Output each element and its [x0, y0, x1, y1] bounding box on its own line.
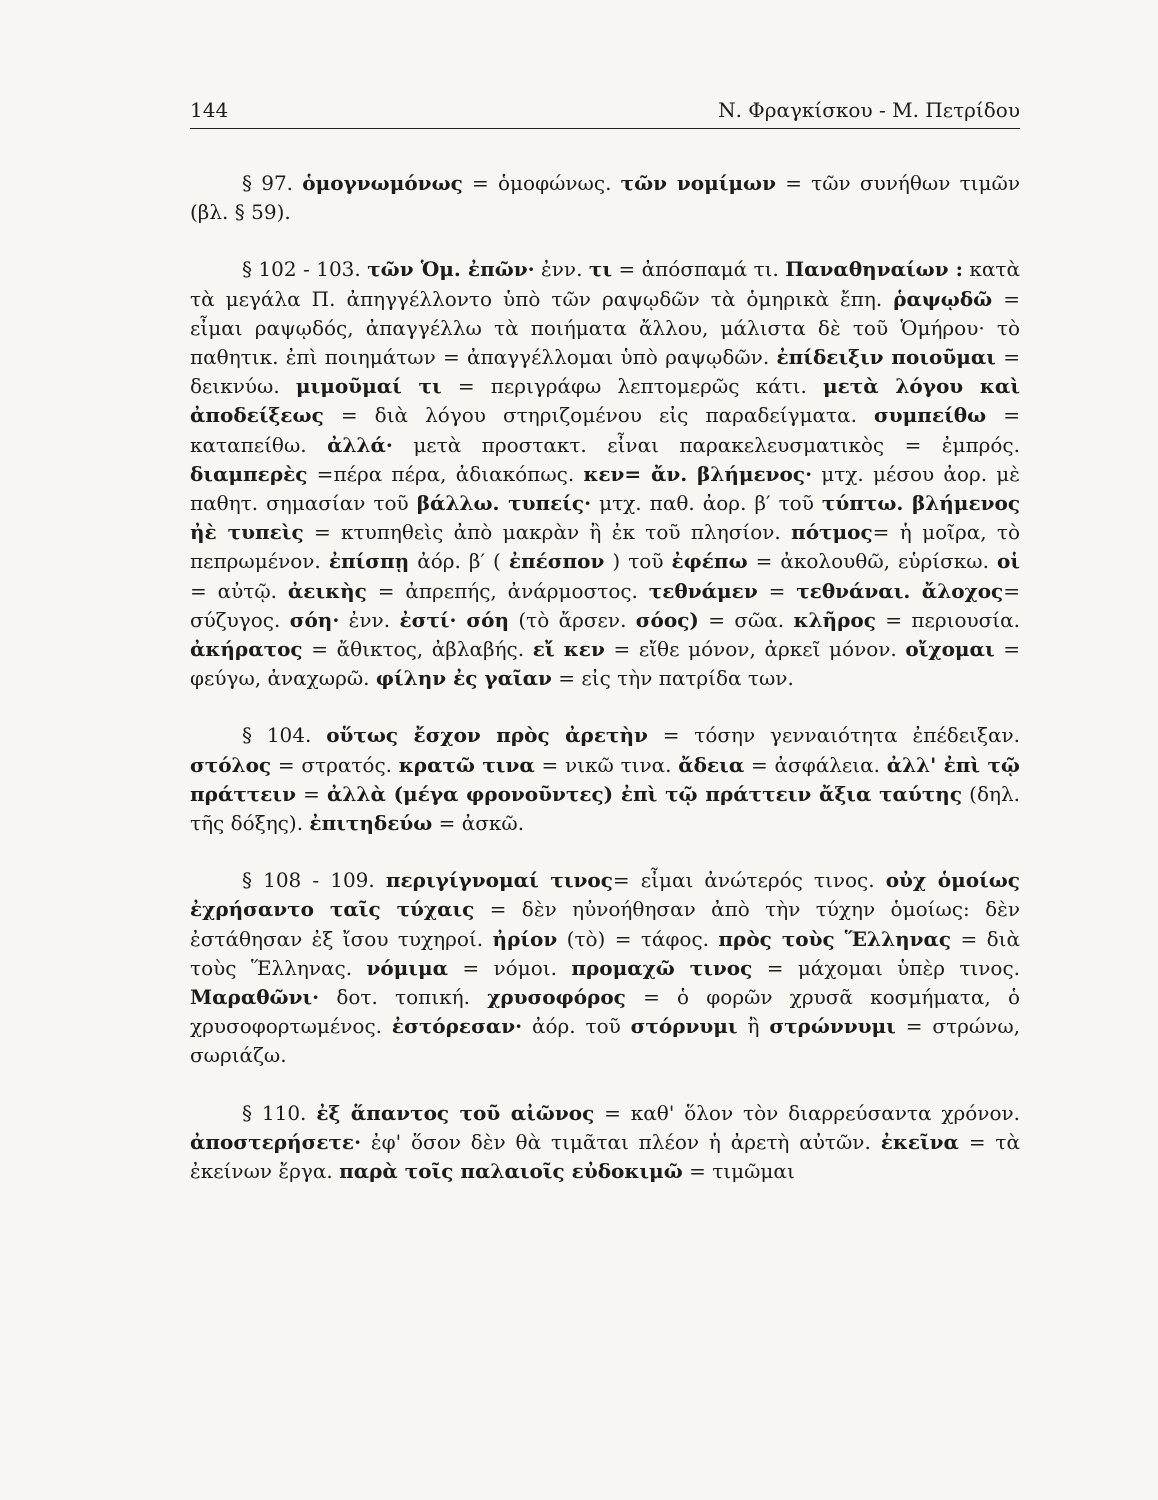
lemma: ὁμογνωμόνως — [302, 171, 463, 195]
gloss-text: (δηλ. τῆς δόξης). — [190, 781, 1020, 836]
gloss-text: § 104. — [242, 723, 327, 748]
gloss-text: = νικῶ τινα. — [534, 752, 679, 777]
gloss-text: = στρατός. — [271, 752, 399, 777]
lemma: ἐστόρεσαν· — [391, 1014, 523, 1039]
lemma: ἐξ ἅπαντος τοῦ αἰῶνος — [316, 1100, 595, 1125]
lemma: στρώννυμι — [769, 1014, 896, 1039]
lemma: οἱ — [996, 549, 1021, 574]
gloss-text: = εἴθε μόνον, ἀρκεῖ μόνον. — [604, 637, 906, 662]
gloss-text: § 110. — [242, 1100, 317, 1125]
gloss-text: (τὸ) = τάφος. — [557, 926, 719, 951]
lemma: ἐπίδειξιν ποιοῦμαι — [776, 345, 996, 370]
gloss-text: (τὸ ἄρσεν. — [509, 607, 636, 632]
gloss-text: = ἀπόσπαμά τι. — [612, 257, 786, 282]
paragraph — [190, 169, 1020, 227]
gloss-text: μτχ. παθ. ἀορ. β′ τοῦ — [591, 491, 822, 516]
lemma: κρατῶ τινα — [398, 752, 535, 777]
lemma: οὐχ ὁμοίως ἐχρήσαντο ταῖς τύχαις — [190, 868, 1020, 922]
lemma: ἀλλὰ (μέγα φρονοῦντες) ἐπὶ τῷ πράττειν ἄξια ταύτης — [327, 781, 962, 806]
gloss-text: δοτ. τοπική. — [319, 985, 488, 1010]
lemma: παρὰ τοῖς παλαιοῖς εὐδοκιμῶ — [339, 1159, 683, 1184]
gloss-text: = περιγράφω λεπτομερῶς κάτι. — [441, 374, 823, 399]
gloss-text: μετὰ προστακτ. εἶναι παρακελευσματικὸς = ἐμπρός. — [392, 432, 1020, 457]
running-title: Ν. Φραγκίσκου - Μ. Πετρίδου — [718, 98, 1020, 122]
paragraph — [190, 866, 1020, 1070]
gloss-text: = ὁ φορῶν χρυσᾶ κοσμήματα, ὁ χρυσοφορτωμένος. — [190, 985, 1020, 1039]
gloss-text: = περιουσία. — [875, 607, 1021, 632]
gloss-text: ἐνν. — [339, 607, 400, 632]
paragraph — [190, 721, 1020, 838]
lemma: ἐκεῖνα — [880, 1129, 959, 1154]
gloss-text: = τὰ ἐκείνων ἔργα. — [190, 1129, 1021, 1184]
gloss-text: = κτυπηθεὶς ἀπὸ μακρὰν ἢ ἐκ τοῦ πλησίον. — [303, 520, 792, 545]
gloss-text: = ἄθικτος, ἀβλαβής. — [302, 637, 533, 662]
lemma: ἀλλά· — [327, 432, 393, 457]
lemma: ἀλλ' ἐπὶ τῷ πράττειν — [190, 752, 1020, 806]
gloss-text: = σῶα. — [698, 607, 794, 632]
gloss-text: = διὰ τοὺς Ἕλληνας. — [190, 926, 1020, 980]
gloss-text: § 108 - 109. — [242, 868, 386, 893]
paragraph — [190, 255, 1020, 693]
gloss-text: = εἰς τὴν πατρίδα των. — [551, 666, 794, 691]
lemma: προμαχῶ τινος — [571, 955, 753, 980]
gloss-text: = καθ' ὅλον τὸν διαρρεύσαντα χρόνον. — [594, 1100, 1020, 1125]
page-number: 144 — [190, 98, 229, 122]
lemma: κεν= ἄν. βλήμενος· — [583, 461, 813, 486]
gloss-text: = ἀκολουθῶ, εὑρίσκω. — [747, 549, 997, 574]
lemma: χρυσοφόρος — [487, 985, 626, 1010]
lemma: τι — [588, 257, 613, 282]
page-header — [190, 98, 1020, 129]
gloss-text: = εἶμαι ραψῳδός, ἀπαγγέλλω τὰ ποιήματα ἄλλου, μάλιστα δὲ τοῦ Ὁμήρου· τὸ παθητικ. ἐπὶ ποιημάτων = ἀπαγγέλλομαι ὑπὸ ραψῳδῶν. — [190, 286, 1020, 370]
lemma: τῶν νομίμων — [620, 171, 776, 195]
lemma: ἐπίσπῃ — [328, 549, 410, 574]
gloss-text: = ἀπρεπής, ἀνάρμοστος. — [366, 578, 649, 603]
gloss-text: = τῶν συνήθων τιμῶν (βλ. § 59). — [190, 171, 1020, 225]
gloss-text: = δεικνύω. — [190, 345, 1021, 399]
gloss-text: = δὲν ηὐνοήθησαν ἀπὸ τὴν τύχην ὁμοίως: δὲν ἐστάθησαν ἐξ ἴσου τυχηροί. — [190, 897, 1020, 951]
paragraph — [190, 1099, 1020, 1187]
gloss-text: =πέρα πέρα, ἀδιακόπως. — [307, 461, 584, 486]
lemma: διαμπερὲς — [190, 461, 308, 486]
lemma: ῥαψῳδῶ — [893, 286, 993, 311]
lemma: σόος) — [635, 607, 699, 632]
lemma: ἐπέσπον — [508, 549, 605, 574]
lemma: στόρνυμι — [630, 1014, 738, 1039]
gloss-text: = νόμοι. — [448, 955, 572, 980]
gloss-text: μτχ. μέσου ἀορ. μὲ παθητ. σημασίαν τοῦ — [190, 461, 1021, 516]
lemma: σόη· — [289, 607, 340, 632]
gloss-text: § 102 - 103. — [242, 257, 368, 282]
lemma: ἠρίον — [492, 926, 558, 951]
lemma: τῶν Ὁμ. ἐπῶν· — [367, 257, 535, 282]
gloss-text: = φεύγω, ἀναχωρῶ. — [190, 637, 1021, 691]
gloss-text: ἀόρ. τοῦ — [522, 1014, 631, 1039]
lemma: στόλος — [190, 752, 272, 777]
gloss-text: = ἀσκῶ. — [432, 811, 525, 836]
gloss-text: = αὐτῷ. — [190, 578, 288, 603]
lemma: βάλλω. τυπείς· — [416, 491, 592, 516]
document-page — [190, 98, 1020, 1478]
lemma: ἄδεια — [678, 752, 745, 777]
lemma: ἀκήρατος — [190, 637, 303, 662]
gloss-text: = ἀσφάλεια. — [744, 752, 887, 777]
lemma: πρὸς τοὺς Ἕλληνας — [718, 926, 952, 951]
gloss-text: = καταπείθω. — [190, 403, 1020, 457]
lemma: οἴχομαι — [905, 637, 995, 662]
lemma: Παναθηναίων : — [785, 257, 963, 282]
lemma: ἀποστερήσετε· — [190, 1129, 362, 1154]
gloss-text: ἐφ' ὅσον δὲν θὰ τιμᾶται πλέον ἡ ἀρετὴ αὐτῶν. — [361, 1129, 881, 1154]
gloss-text: = σύζυγος. — [190, 578, 1020, 632]
gloss-text: ) τοῦ — [604, 549, 672, 574]
lemma: ἐστί· σόη — [399, 607, 510, 632]
lemma: ἀεικὴς — [287, 578, 367, 603]
lemma: ἐφέπω — [671, 549, 748, 574]
gloss-text: = στρώνω, σωριάζω. — [190, 1014, 1020, 1068]
lemma: μετὰ λόγου καὶ ἀποδείξεως — [190, 374, 1020, 428]
lemma: συμπείθω — [874, 403, 987, 428]
lemma: τύπτω. βλήμενος ἠὲ τυπεὶς — [190, 491, 1021, 545]
lemma: εἴ κεν — [532, 637, 605, 662]
gloss-text: = μάχομαι ὑπὲρ τινος. — [752, 955, 1021, 980]
gloss-text: κατὰ τὰ μεγάλα Π. ἀπηγγέλλοντο ὑπὸ τῶν ραψῳδῶν τὰ ὁμηρικὰ ἔπη. — [190, 257, 1021, 311]
lemma: μιμοῦμαί τι — [295, 374, 442, 399]
lemma: τεθνάμεν — [648, 578, 758, 603]
gloss-text: = εἶμαι ἀνώτερός τινος. — [612, 868, 886, 893]
gloss-text: = — [757, 578, 797, 603]
lemma: φίλην ἐς γαῖαν — [375, 666, 552, 691]
lemma: ἐπιτηδεύω — [309, 811, 433, 836]
lemma: πότμος — [791, 520, 873, 545]
gloss-text: = ἡ μοῖρα, τὸ πεπρωμένον. — [190, 520, 1021, 574]
lemma: Μαραθῶνι· — [190, 985, 320, 1010]
lemma: νόμιμα — [366, 955, 449, 980]
gloss-text: = ὁμοφώνως. — [462, 171, 621, 195]
gloss-text: = — [295, 781, 328, 806]
gloss-text: ἢ — [737, 1014, 770, 1039]
gloss-text: = τόσην γενναιότητα ἐπέδειξαν. — [647, 723, 1021, 748]
body-text — [190, 169, 1020, 1186]
gloss-text: ἐνν. — [534, 257, 589, 282]
gloss-text: = διὰ λόγου στηριζομένου εἰς παραδείγματα. — [323, 403, 875, 428]
gloss-text: ἀόρ. β′ ( — [409, 549, 509, 574]
lemma: τεθνάναι. ἄλοχος — [796, 578, 1004, 603]
gloss-text: § 97. — [242, 171, 303, 195]
lemma: περιγίγνομαί τινος — [385, 868, 613, 893]
lemma: κλῆρος — [793, 607, 876, 632]
gloss-text: = τιμῶμαι — [682, 1159, 795, 1184]
lemma: οὕτως ἔσχον πρὸς ἀρετὴν — [326, 723, 648, 748]
